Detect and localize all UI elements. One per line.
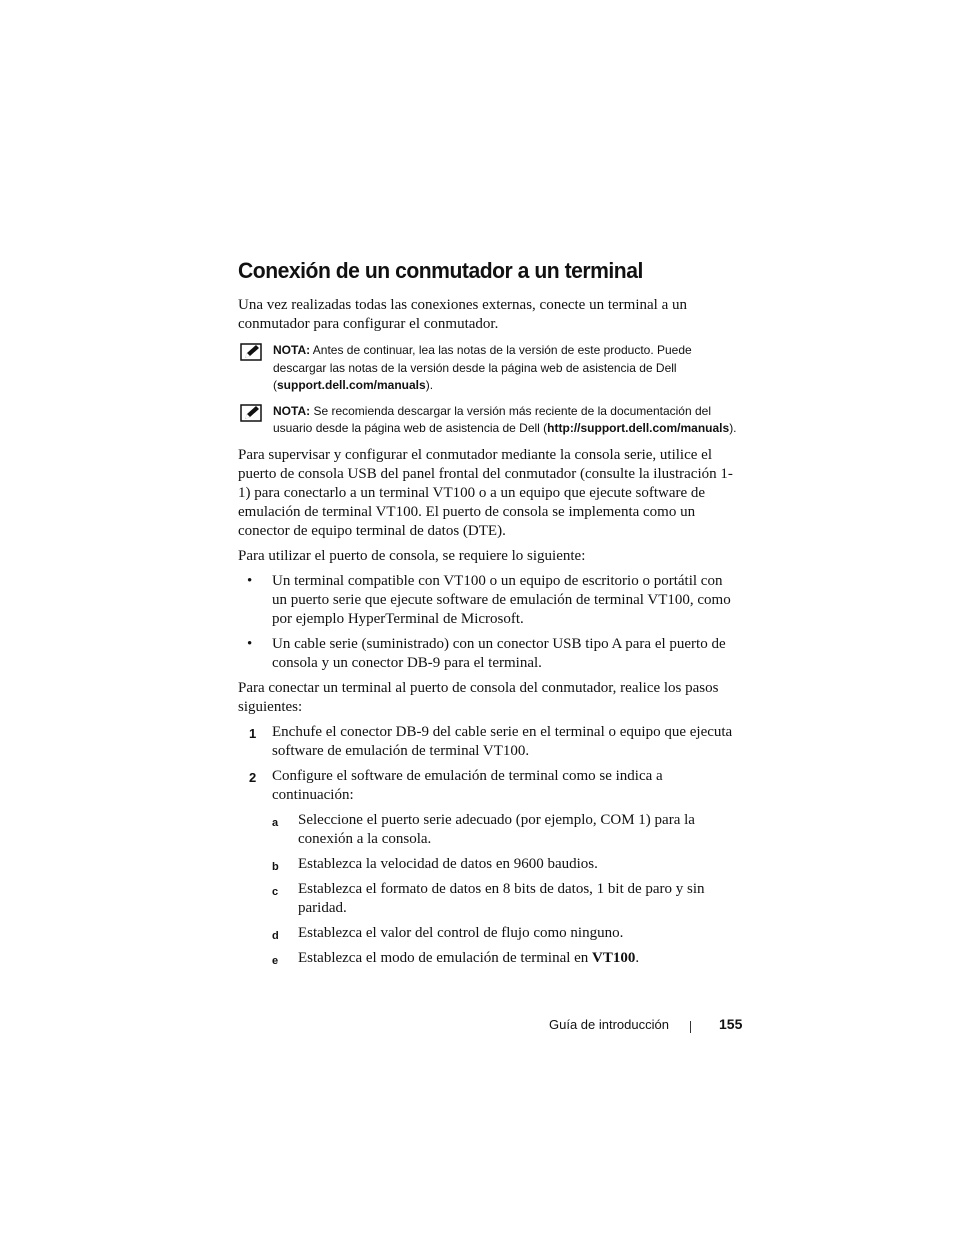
page-content: [238, 256, 738, 974]
note-text: Antes de continuar, lea las notas de la versión de este producto. Puede descargar las notas de la versión desde la página web de asistencia de Dell (: [273, 343, 692, 392]
substeps-list: [272, 811, 738, 968]
substep-bold-value: VT100: [592, 949, 636, 966]
page-footer: [549, 1014, 749, 1036]
substep-letter: d: [272, 929, 279, 942]
step-item: [238, 723, 738, 761]
substep-letter: c: [272, 885, 279, 898]
footer-title: Guía de introducción: [549, 1017, 669, 1032]
step-text: Enchufe el conector DB-9 del cable serie en el terminal o equipo que ejecuta software de emulación de terminal VT100.: [272, 723, 733, 759]
substep-item: [271, 855, 738, 874]
substep-letter: b: [272, 860, 279, 873]
list-item-text: Un cable serie (suministrado) con un conector USB tipo A para el puerto de consola y un conector DB-9 para el terminal.: [272, 635, 726, 671]
step-text: Configure el software de emulación de terminal como se indica a continuación:: [272, 767, 663, 803]
bullet-mark: •: [247, 635, 253, 652]
page-title: Conexión de un conmutador a un terminal: [238, 258, 643, 283]
substep-item: [271, 880, 738, 918]
substep-text: Establezca el valor del control de flujo como ninguno.: [298, 924, 624, 941]
footer-divider: [690, 1021, 691, 1033]
bullet-mark: •: [247, 572, 253, 589]
step-number: 1: [249, 725, 257, 741]
substep-letter: a: [272, 816, 279, 829]
note-pencil-icon: [240, 404, 262, 422]
substep-text: Establezca el formato de datos en 8 bits de datos, 1 bit de paro y sin paridad.: [298, 880, 705, 916]
substep-item: [271, 811, 738, 849]
list-item-text: Un terminal compatible con VT100 o un equipo de escritorio o portátil con un puerto serie que ejecute software de emulación de terminal VT100, como por ejemplo HyperTerminal de Microsoft.: [272, 572, 731, 627]
support-link[interactable]: support.dell.com/manuals: [277, 378, 426, 392]
note-2: [238, 403, 738, 438]
note-label: NOTA:: [273, 403, 311, 418]
requirements-paragraph: Para utilizar el puerto de consola, se requiere lo siguiente:: [238, 547, 586, 564]
substep-tail: .: [635, 949, 640, 966]
substep-text: Establezca la velocidad de datos en 9600 baudios.: [298, 855, 598, 872]
substep-item: [271, 924, 738, 943]
support-link[interactable]: http://support.dell.com/manuals: [547, 421, 730, 435]
substep-text: Establezca el modo de emulación de terminal en: [298, 949, 593, 966]
requirements-list: [238, 572, 738, 673]
steps-list: [238, 723, 738, 968]
note-text: Se recomienda descargar la versión más reciente de la documentación del usuario desde la página web de asistencia de Dell (: [273, 403, 712, 435]
page-number: 155: [719, 1016, 743, 1032]
note-1: [238, 342, 738, 395]
step-number: 2: [249, 769, 257, 785]
intro-paragraph: Una vez realizadas todas las conexiones externas, conecte un terminal a un conmutador para configurar el conmutador.: [238, 297, 687, 332]
substep-item: [271, 949, 738, 968]
note-tail: ).: [729, 421, 737, 435]
note-tail: ).: [425, 378, 434, 392]
steps-intro-paragraph: Para conectar un terminal al puerto de consola del conmutador, realice los pasos siguientes:: [238, 679, 719, 715]
note-pencil-icon: [240, 343, 262, 361]
substep-letter: e: [272, 954, 279, 967]
substep-text: Seleccione el puerto serie adecuado (por ejemplo, COM 1) para la conexión a la consola.: [298, 811, 695, 847]
note-label: NOTA:: [273, 343, 311, 357]
list-item: [238, 572, 738, 629]
list-item: [238, 635, 738, 673]
step-item: [238, 767, 738, 968]
console-paragraph: Para supervisar y configurar el conmutador mediante la consola serie, utilice el puerto de consola USB del panel frontal del conmutador (consulte la ilustración 1-1) para conectarlo a un terminal VT100 o a un equipo que ejecute software de emulación de terminal VT100. El puerto de consola se implementa como un conector de equipo terminal de datos (DTE).: [238, 446, 733, 539]
